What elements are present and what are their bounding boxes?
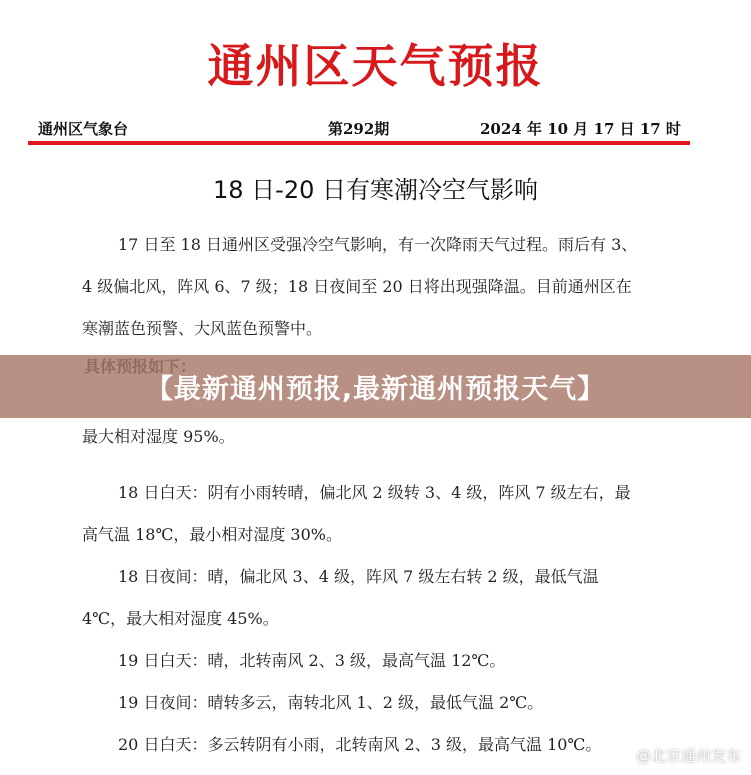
weibo-icon: [612, 746, 630, 764]
banner-text: 【最新通州预报,最新通州预报天气】: [145, 374, 606, 405]
headline-banner: [0, 355, 751, 418]
issue-time: 2024 年 10 月 17 日 17 时: [480, 120, 681, 138]
forecast-line: 19 日白天：晴，北转南风 2、3 级，最高气温 12℃。: [118, 651, 506, 670]
forecast-line: 19 日夜间：晴转多云，南转北风 1、2 级，最低气温 2℃。: [118, 693, 544, 712]
forecast-heading: 18 日-20 日有寒潮冷空气影响: [213, 176, 538, 204]
watermark: [612, 740, 741, 770]
forecast-line: 18 日白天：阴有小雨转晴，偏北风 2 级转 3、4 级，阵风 7 级左右，最高气温 18℃，最小相对湿度 30%。: [82, 483, 631, 544]
forecast-line: 20 日白天：多云转阴有小雨，北转南风 2、3 级，最高气温 10℃。: [118, 735, 602, 754]
issuer: 通州区气象台: [38, 120, 129, 138]
watermark-text: @北京通州发布: [635, 746, 741, 765]
red-divider: [28, 141, 690, 145]
intro-paragraph: 17 日至 18 日通州区受强冷空气影响，有一次降雨天气过程。雨后有 3、4 级偏北风，阵风 6、7 级；18 日夜间至 20 日将出现强降温。目前通州区在寒潮蓝色预警、大风蓝色预警中。: [82, 235, 638, 338]
document-title: 通州区天气预报: [207, 39, 544, 93]
issue-number: 第292期: [328, 120, 390, 138]
forecast-line: 18 日夜间：晴，偏北风 3、4 级，阵风 7 级左右转 2 级，最低气温 4℃，最大相对湿度 45%。: [82, 567, 599, 628]
forecast-line-partial: 最大相对湿度 95%。: [82, 427, 235, 446]
